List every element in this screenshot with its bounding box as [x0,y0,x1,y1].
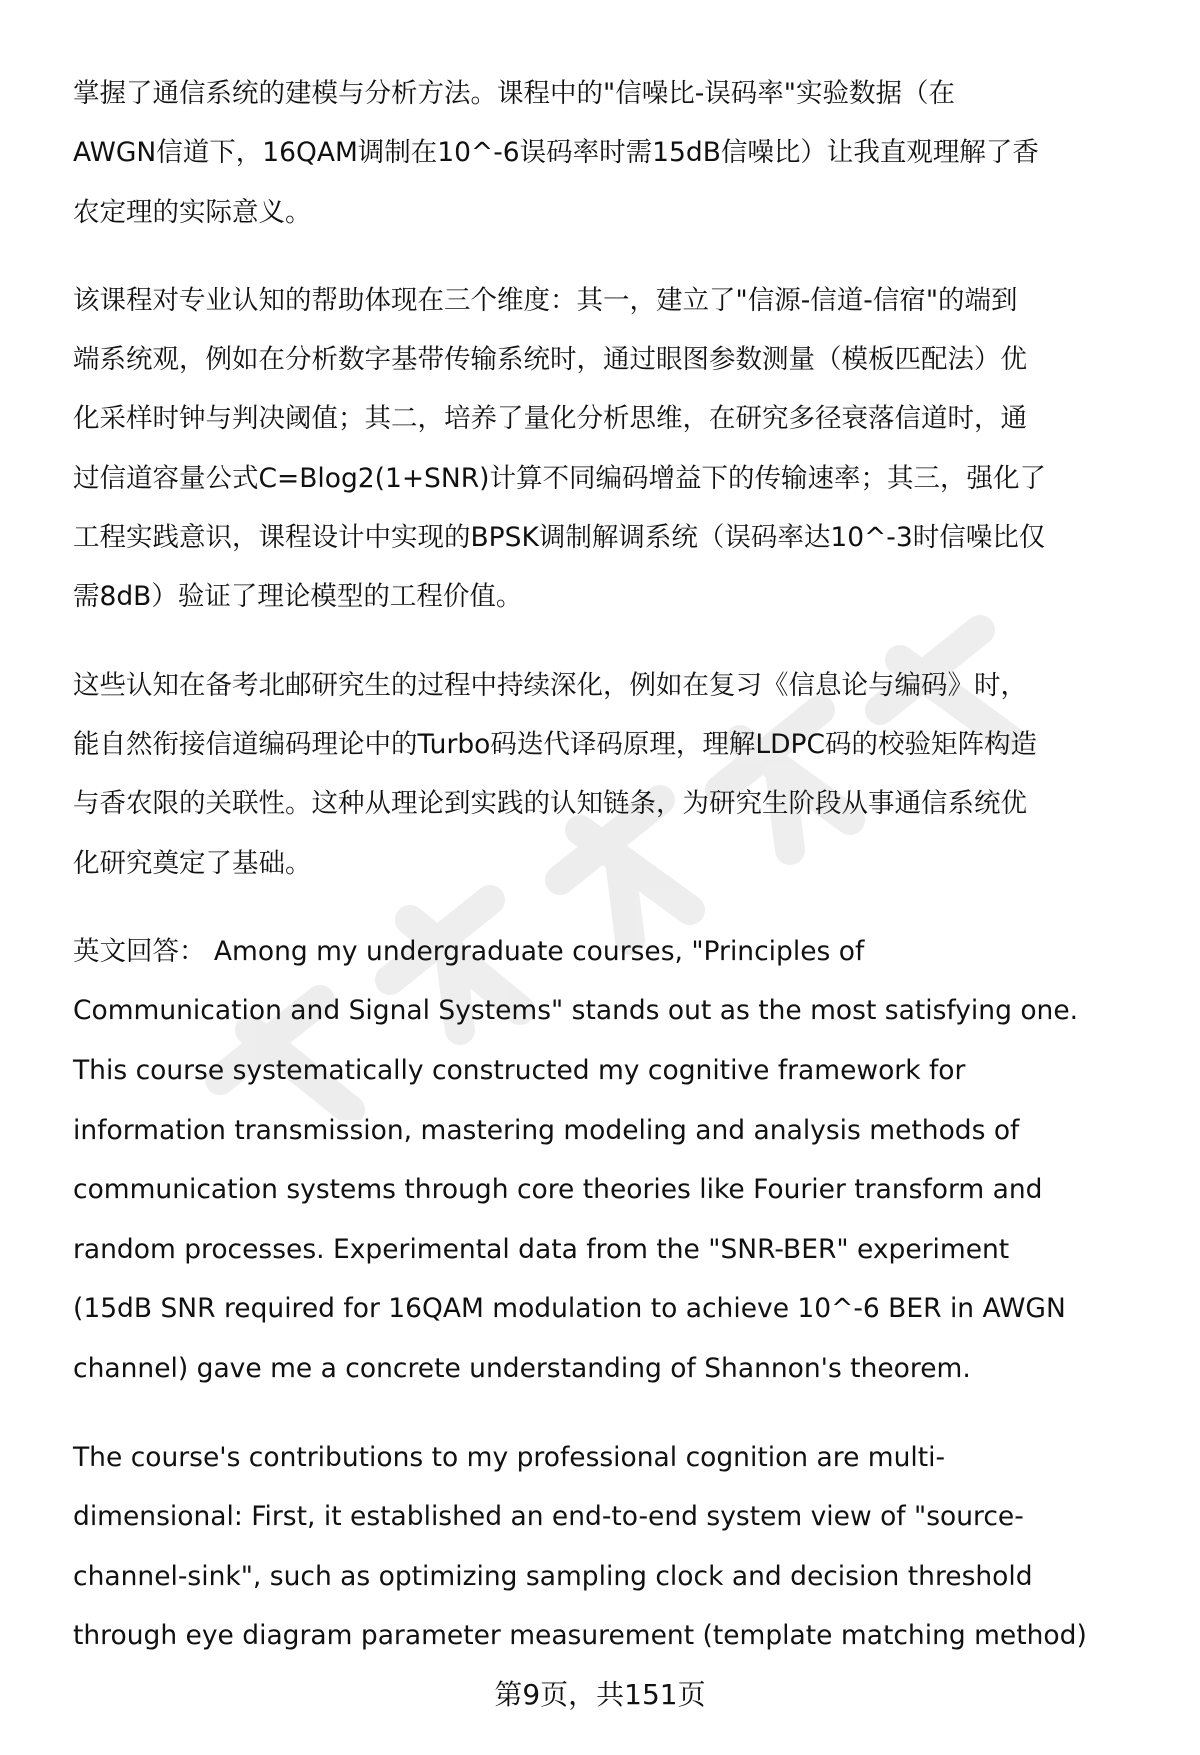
document-body [73,64,1158,1695]
paragraph-4-english-answer: 英文回答： Among my undergraduate courses, "Principles of Communication and Signal Systems" stands out as the most satisfying one. This course systematically constructed my cognitive framework for information transmission, mastering modeling and analysis methods of communication systems through core theories like Fourier transform and random processes. Experimental data from the "SNR-BER" experiment (15dB SNR required for 16QAM modulation to achieve 10^-6 BER in AWGN channel) gave me a concrete understanding of Shannon's theorem. [73,935,1079,1385]
paragraph-2: 该课程对专业认知的帮助体现在三个维度：其一，建立了"信源-信道-信宿"的端到 端系统观，例如在分析数字基带传输系统时，通过眼图参数测量（模板匹配法）优 化采样时钟与判决阈值；其二，培养了量化分析思维，在研究多径衰落信道时，通 过信道容量公式C=Blog2(1+SNR)计算不同编码增益下的传输速率；其三，强化了 工程实践意识，课程设计中实现的BPSK调制解调系统（误码率达10^-3时信噪比仅 需8dB）验证了理论模型的工程价值。 [73,284,1046,613]
paragraph-1: 掌握了通信系统的建模与分析方法。课程中的"信噪比-误码率"实验数据（在 AWGN信道下，16QAM调制在10^-6误码率时需15dB信噪比）让我直观理解了香 农定理的实际意义。 [73,78,1039,228]
paragraph-3: 这些认知在备考北邮研究生的过程中持续深化，例如在复习《信息论与编码》时， 能自然衔接信道编码理论中的Turbo码迭代译码原理，理解LDPC码的校验矩阵构造 与香农限的关联性。这种从理论到实践的认知链条，为研究生阶段从事通信系统优 化研究奠定了基础。 [73,669,1038,879]
paragraph-5-english: The course's contributions to my professional cognition are multi- dimensional: First, it established an end-to-end system view of "source- channel-sink", such as optimizing sampling clock and decision threshold through eye diagram parameter measurement (template matching method) [73,1441,1087,1652]
page-number-footer: 第9页，共151页 [494,1678,706,1711]
